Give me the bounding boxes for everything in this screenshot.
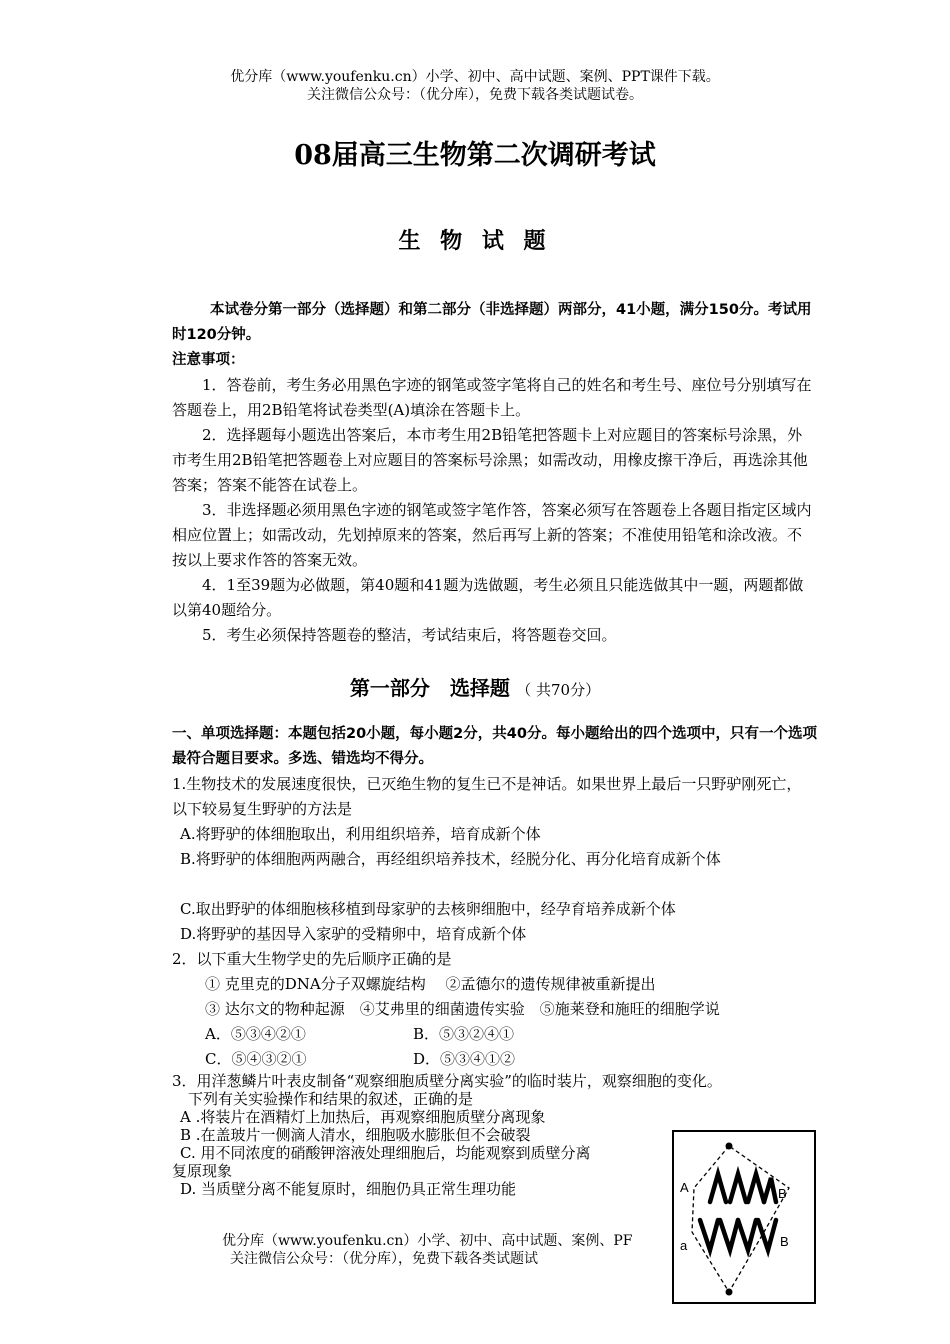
q2-stem: 2．以下重大生物学史的先后顺序正确的是 <box>172 950 452 968</box>
q2-option-b: B．⑤③②④① <box>413 1025 515 1043</box>
q1-stem: 1.生物技术的发展速度很快，已灭绝生物的复生已不是神话。如果世界上最后一只野驴刚死亡，以下较易复生野驴的方法是 <box>172 775 802 818</box>
notice-4: 4．1至39题为必做题，第40题和41题为选做题，考生必须且只能选做其中一题，两题都做以第40题给分。 <box>172 576 804 619</box>
q3-stem-line-2: 下列有关实验操作和结果的叙述，正确的是 <box>188 1090 474 1108</box>
notice-3: 3．非选择题必须用黑色字迹的钢笔或签字笔作答，答案必须写在答题卷上各题目指定区域内相应位置上；如需改动，先划掉原来的答案，然后再写上新的答案；不准使用铅笔和涂改液。不按以上要求作答的答案无效。 <box>172 501 812 569</box>
q3-option-b: B .在盖玻片一侧滴人清水，细胞吸水膨胀但不会破裂 <box>180 1126 531 1144</box>
page-subtitle: 生 物 试 题 <box>398 228 552 254</box>
page-title: 08届高三生物第二次调研考试 <box>294 140 656 171</box>
q2-option-d: D．⑤③④①② <box>413 1050 516 1068</box>
q2-item-2: ③ 达尔文的物种起源 ④艾弗里的细菌遗传实验 ⑤施莱登和施旺的细胞学说 <box>205 1000 720 1018</box>
footer-line-1: 优分库（www.youfenku.cn）小学、初中、高中试题、案例、PF <box>222 1233 633 1249</box>
q1-option-d: D.将野驴的基因导入家驴的受精卵中，培育成新个体 <box>180 925 527 943</box>
chromosome-figure <box>672 1130 816 1304</box>
chromosome-diagram <box>674 1132 814 1302</box>
section-heading <box>0 672 950 701</box>
part1-instructions: 一、单项选择题：本题包括20小题，每小题2分，共40分。每小题给出的四个选项中，只有一个选项最符合题目要求。多选、错选均不得分。 <box>172 726 817 767</box>
q1-option-b: B.将野驴的体细胞两两融合，再经组织培养技术，经脱分化、再分化培育成新个体 <box>180 850 721 868</box>
section-title: 第一部分 选择题 <box>349 676 510 700</box>
notice-5: 5．考生必须保持答题卷的整洁，考试结束后，将答题卷交回。 <box>202 626 617 644</box>
q2-option-a: A．⑤③④②① <box>205 1025 306 1043</box>
notice-1: 1．答卷前，考生务必用黑色字迹的钢笔或签字笔将自己的姓名和考生号、座位号分别填写在答题卷上，用2B铅笔将试卷类型(A)填涂在答题卡上。 <box>172 376 812 419</box>
header-line-1: 优分库（www.youfenku.cn）小学、初中、高中试题、案例、PPT课件下载。 <box>230 69 720 85</box>
notice-label: 注意事项： <box>172 352 245 368</box>
q3-stem-line-1: 3．用洋葱鳞片叶表皮制备“观察细胞质壁分离实验”的临时装片，观察细胞的变化。 <box>172 1072 722 1090</box>
label-upper-left: A <box>680 1180 689 1195</box>
q1-option-a: A.将野驴的体细胞取出，利用组织培养，培育成新个体 <box>180 825 541 843</box>
footer-line-2: 关注微信公众号：（优分库），免费下载各类试题试 <box>230 1251 538 1267</box>
q2-item-1: ① 克里克的DNA分子双螺旋结构 ②孟德尔的遗传规律被重新提出 <box>205 975 656 993</box>
q3-option-d: D. 当质壁分离不能复原时，细胞仍具正常生理功能 <box>180 1180 517 1198</box>
intro-text: 本试卷分第一部分（选择题）和第二部分（非选择题）两部分，41小题，满分150分。考试用时120分钟。 <box>172 302 812 343</box>
notice-2: 2．选择题每小题选出答案后，本市考生用2B铅笔把答题卡上对应题目的答案标号涂黑，外市考生用2B铅笔把答题卷上对应题目的答案标号涂黑；如需改动，用橡皮擦干净后，再选涂其他答案；答案不能答在试卷上。 <box>172 426 808 494</box>
q3-option-a: A .将装片在酒精灯上加热后，再观察细胞质壁分离现象 <box>180 1108 546 1126</box>
q1-option-c: C.取出野驴的体细胞核移植到母家驴的去核卵细胞中，经孕育培养成新个体 <box>180 900 676 918</box>
label-lower-left: a <box>680 1238 688 1253</box>
q3-option-c-line-1: C. 用不同浓度的硝酸钾溶液处理细胞后，均能观察到质壁分离 <box>180 1144 591 1162</box>
label-lower-right: B <box>780 1234 789 1249</box>
section-points: （ 共70分） <box>516 681 601 699</box>
q2-option-c: C．⑤④③②① <box>205 1050 307 1068</box>
header-line-2: 关注微信公众号：（优分库），免费下载各类试题试卷。 <box>307 87 643 103</box>
q3-option-c-line-2: 复原现象 <box>172 1162 233 1180</box>
label-upper-right: B <box>778 1186 787 1201</box>
